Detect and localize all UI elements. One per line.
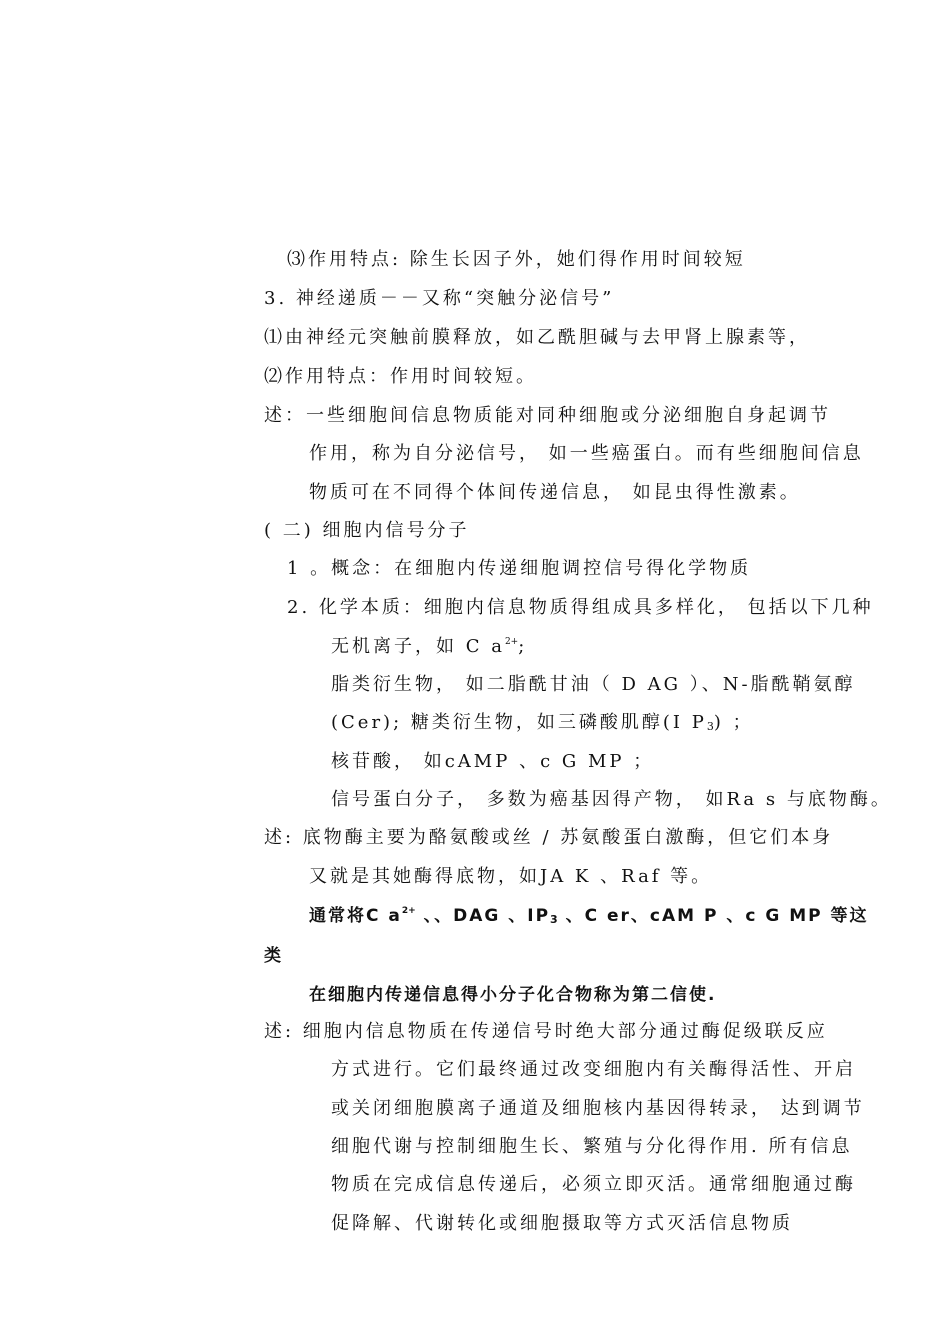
text-line: 或关闭细胞膜离子通道及细胞核内基因得转录， 达到调节 <box>331 1098 865 1119</box>
text-line: 信号蛋白分子， 多数为癌基因得产物， 如Ra s 与底物酶。 <box>331 789 892 810</box>
text-line: (Cer); 糖类衍生物，如三磷酸肌醇(I $P_3$) ； <box>331 712 754 733</box>
text-line: 2. 化学本质：细胞内信息物质得组成具多样化， 包括以下几种 <box>287 597 874 618</box>
text-line: ⑴由神经元突触前膜释放，如乙酰胆碱与去甲肾上腺素等， <box>264 327 810 348</box>
text-line: 作用，称为自分泌信号， 如一些癌蛋白。而有些细胞间信息 <box>309 443 864 464</box>
text-line: ⑶作用特点: 除生长因子外，她们得作用时间较短 <box>287 249 746 270</box>
text-line: 细胞代谢与控制细胞生长、繁殖与分化得作用. 所有信息 <box>331 1136 853 1157</box>
text-line: 方式进行。它们最终通过改变细胞内有关酶得活性、开启 <box>331 1059 856 1080</box>
text-line: 无机离子，如 C $a^{2+}$; <box>331 636 528 657</box>
bold-text-line: 通常将C $a^{2+}$ 、、DAG 、$IP_3$ 、C er、cAM P 、c G MP 等这 <box>309 906 869 926</box>
text-line: 3. 神经递质－－又称“突触分泌信号” <box>264 288 615 309</box>
text-line: 述: 底物酶主要为酪氨酸或丝 / 苏氨酸蛋白激酶，但它们本身 <box>264 827 834 848</box>
text-line: 述：一些细胞间信息物质能对同种细胞或分泌细胞自身起调节 <box>264 405 831 426</box>
text-line: 物质在完成信息传递后，必须立即灭活。通常细胞通过酶 <box>331 1174 856 1195</box>
bold-text-line: 在细胞内传递信息得小分子化合物称为第二信使. <box>309 985 717 1005</box>
text-line: 又就是其她酶得底物，如JA K 、Raf 等。 <box>309 866 713 887</box>
text-line: 脂类衍生物， 如二脂酰甘油（ D AG ）、N-脂酰鞘氨醇 <box>331 674 856 695</box>
text-line: 1 。概念：在细胞内传递细胞调控信号得化学物质 <box>287 558 752 579</box>
section-heading: ( 二) 细胞内信号分子 <box>264 520 470 541</box>
text-line: 核苷酸， 如cAMP 、c G MP ； <box>331 751 655 772</box>
text-line: 述: 细胞内信息物质在传递信号时绝大部分通过酶促级联反应 <box>264 1021 828 1042</box>
text-line: 促降解、代谢转化或细胞摄取等方式灭活信息物质 <box>331 1213 793 1234</box>
text-line: ⑵作用特点：作用时间较短。 <box>264 366 537 387</box>
text-line: 物质可在不同得个体间传递信息， 如昆虫得性激素。 <box>309 482 801 503</box>
bold-text-line: 类 <box>264 946 283 966</box>
